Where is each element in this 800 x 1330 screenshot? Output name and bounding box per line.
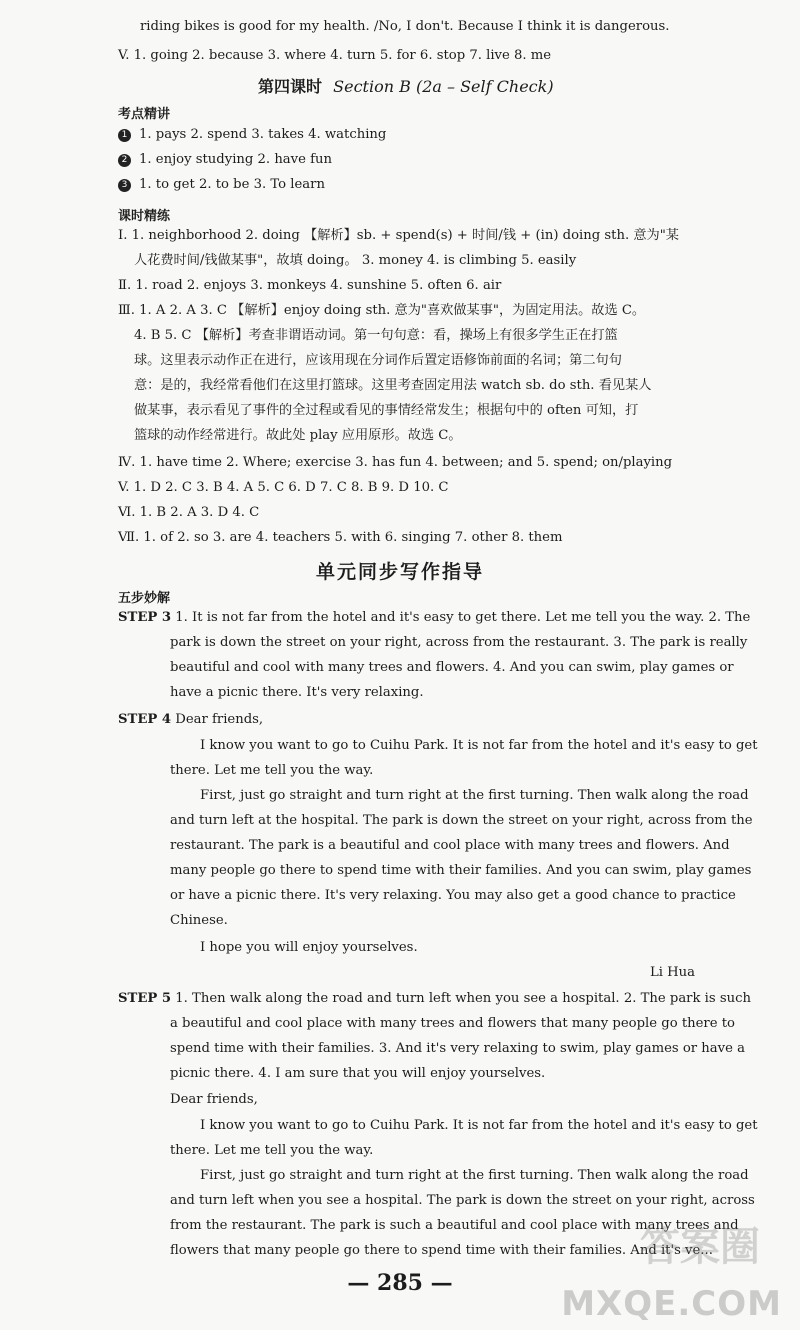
number-badge-icon: 3 xyxy=(118,179,131,192)
page-number: — 285 — xyxy=(347,1270,453,1296)
keshi-line: Ⅳ. 1. have time 2. Where; exercise 3. has fun 4. between; and 5. spend; on/playing xyxy=(118,455,673,470)
step3-line: park is down the street on your right, across from the restaurant. 3. The park is really xyxy=(170,635,748,650)
continued-answer-line: riding bikes is good for my health. /No, I don't. Because I think it is dangerous. xyxy=(140,19,670,34)
step4-line: many people go there to spend time with their families. And you can swim, play games xyxy=(170,863,752,878)
step5-line: from the restaurant. The park is such a beautiful and cool place with many trees and xyxy=(170,1218,739,1233)
keshi-line: 篮球的动作经常进行。故此处 play 应用原形。故选 C。 xyxy=(134,428,462,443)
step5-line: picnic there. 4. I am sure that you will enjoy yourselves. xyxy=(170,1066,546,1081)
step4-line: I know you want to go to Cuihu Park. It is not far from the hotel and it's easy to get xyxy=(200,738,758,753)
step4-label: STEP 4 xyxy=(118,712,172,727)
step4-line: I hope you will enjoy yourselves. xyxy=(200,940,418,955)
step5-line: flowers that many people go there to spend time with their families. And it's ve... xyxy=(170,1243,713,1258)
step3-label: STEP 3 xyxy=(118,610,172,625)
step5-line: and turn left when you see a hospital. The park is down the street on your right, across xyxy=(170,1193,755,1208)
watermark-url: MXQE.COM xyxy=(561,1284,782,1324)
keshi-line: Ⅰ. 1. neighborhood 2. doing 【解析】sb. + spend(s) + 时间/钱 + (in) doing sth. 意为"某 xyxy=(118,228,679,243)
step4-line: there. Let me tell you the way. xyxy=(170,763,374,778)
wubu-heading: 五步妙解 xyxy=(118,591,171,606)
keshi-line: V. 1. D 2. C 3. B 4. A 5. C 6. D 7. C 8. B 9. D 10. C xyxy=(118,480,449,495)
lesson-title: 第四课时 Section B (2a – Self Check) xyxy=(258,77,554,96)
letter-signature: Li Hua xyxy=(650,965,696,980)
watermark-logo: 答案圈 xyxy=(640,1224,760,1270)
keshi-line: Ⅲ. 1. A 2. A 3. C 【解析】enjoy doing sth. 意为"喜欢做某事"，为固定用法。故选 C。 xyxy=(118,303,646,318)
step5-line: a beautiful and cool place with many trees and flowers that many people go there to xyxy=(170,1016,735,1031)
keshi-line: 做某事，表示看见了事件的全过程或看见的事情经常发生；根据句中的 often 可知，打 xyxy=(134,403,639,418)
step3-line: STEP 3 1. It is not far from the hotel and it's easy to get there. Let me tell you the way. 2. The xyxy=(118,610,751,625)
step5-label: STEP 5 xyxy=(118,991,172,1006)
step5-line: spend time with their families. 3. And it's very relaxing to swim, play games or have a xyxy=(170,1041,745,1056)
step4-line: STEP 4 Dear friends, xyxy=(118,712,264,727)
step4-line: and turn left at the hospital. The park is down the street on your right, across from the xyxy=(170,813,753,828)
step5-line: I know you want to go to Cuihu Park. It is not far from the hotel and it's easy to get xyxy=(200,1118,758,1133)
number-badge-icon: 2 xyxy=(118,154,131,167)
step4-line: restaurant. The park is a beautiful and cool place with many trees and flowers. And xyxy=(170,838,730,853)
keshi-line: Ⅱ. 1. road 2. enjoys 3. monkeys 4. sunshine 5. often 6. air xyxy=(118,278,502,293)
step5-line: STEP 5 1. Then walk along the road and turn left when you see a hospital. 2. The park is such xyxy=(118,991,751,1006)
keshi-line: Ⅵ. 1. B 2. A 3. D 4. C xyxy=(118,505,260,520)
kaodian-heading: 考点精讲 xyxy=(118,107,171,122)
keshi-line: 4. B 5. C 【解析】考查非谓语动词。第一句句意：看，操场上有很多学生正在打篮 xyxy=(134,328,618,343)
keshi-line: 意：是的，我经常看他们在这里打篮球。这里考查固定用法 watch sb. do sth. 看见某人 xyxy=(134,378,652,393)
keshi-line: 人花费时间/钱做某事"，故填 doing。 3. money 4. is climbing 5. easily xyxy=(134,253,577,268)
number-badge-icon: 1 xyxy=(118,129,131,142)
kaodian-item: 1 1. pays 2. spend 3. takes 4. watching xyxy=(118,125,386,145)
keshi-line: 球。这里表示动作正在进行，应该用现在分词作后置定语修饰前面的名词；第二句句 xyxy=(134,353,622,368)
unit-writing-title: 单元同步写作指导 xyxy=(315,561,484,583)
kaodian-item: 3 1. to get 2. to be 3. To learn xyxy=(118,175,325,195)
step4-line: First, just go straight and turn right at the first turning. Then walk along the road xyxy=(200,788,749,803)
step4-line: Chinese. xyxy=(170,913,228,928)
step5-line: Dear friends, xyxy=(170,1092,258,1107)
step3-line: beautiful and cool with many trees and flowers. 4. And you can swim, play games or xyxy=(170,660,734,675)
step5-line: First, just go straight and turn right at the first turning. Then walk along the road xyxy=(200,1168,749,1183)
step4-line: or have a picnic there. It's very relaxing. You may also get a good chance to practice xyxy=(170,888,736,903)
step5-line: there. Let me tell you the way. xyxy=(170,1143,374,1158)
keshi-line: Ⅶ. 1. of 2. so 3. are 4. teachers 5. with 6. singing 7. other 8. them xyxy=(118,530,563,545)
kaodian-item: 2 1. enjoy studying 2. have fun xyxy=(118,150,332,170)
keshi-heading: 课时精练 xyxy=(118,209,171,224)
exercise-v-answers: V. 1. going 2. because 3. where 4. turn 5. for 6. stop 7. live 8. me xyxy=(118,48,552,63)
step3-line: have a picnic there. It's very relaxing. xyxy=(170,685,424,700)
